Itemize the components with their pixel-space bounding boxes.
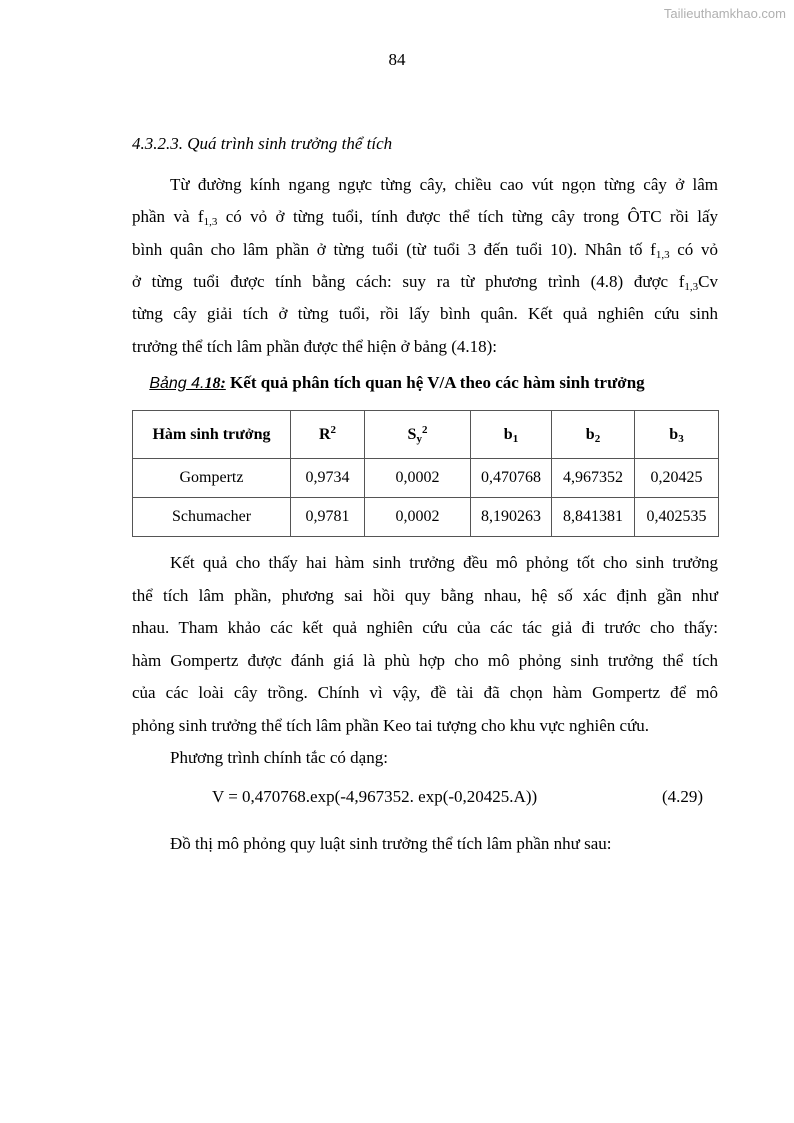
header-text: b: [669, 425, 679, 443]
text-line: Kết quả cho thấy hai hàm sinh trưởng đều mô phỏng tốt cho sinh trưởng: [170, 553, 718, 572]
text-line: phỏng sinh trưởng thể tích lâm phần Keo tai tượng cho khu vực nghiên cứu.: [132, 716, 650, 735]
text: ở từng tuổi được tính bằng cách: suy ra từ phương trình (4.8) được f: [132, 272, 685, 291]
table-row: [133, 459, 719, 498]
cell: 0,402535: [635, 498, 719, 537]
subscript: 1,3: [655, 249, 670, 261]
header-b2: [552, 411, 635, 459]
cell: 0,0002: [365, 459, 471, 498]
header-sy2: [365, 411, 471, 459]
subscript: 1,3: [684, 281, 699, 293]
subscript: 2: [594, 432, 601, 445]
cell: 0,0002: [365, 498, 471, 537]
header-text: b: [585, 425, 595, 443]
table-caption: [0, 373, 794, 393]
equation: V = 0,470768.exp(-4,967352. exp(-0,20425.A)): [212, 787, 538, 806]
results-table: [132, 410, 719, 537]
text-line: thể tích lâm phần, phương sai hồi quy bằng nhau, hệ số xác định gần như: [132, 586, 718, 605]
header-b1: [471, 411, 552, 459]
text-line: của các loài cây trồng. Chính vì vậy, đề tài đã chọn hàm Gompertz để mô: [132, 683, 718, 702]
text: Cv: [698, 272, 718, 291]
text-line: nhau. Tham khảo các kết quả nghiên cứu của các tác giả đi trước cho thấy:: [132, 618, 718, 637]
superscript: 2: [330, 423, 337, 436]
header-b3: [635, 411, 719, 459]
subscript: 1: [512, 432, 519, 445]
table-row: [133, 498, 719, 537]
cell: 4,967352: [552, 459, 635, 498]
cell: Schumacher: [133, 498, 291, 537]
page-number: 84: [388, 50, 406, 69]
text: có vỏ: [669, 240, 718, 259]
table-header-row: [133, 411, 719, 459]
watermark: Tailieuthamkhao.com: [663, 6, 786, 21]
subscript: 1,3: [203, 216, 218, 228]
cell: 0,9781: [291, 498, 365, 537]
text-line: [132, 240, 718, 260]
header-text: b: [503, 425, 513, 443]
text: bình quân cho lâm phần ở từng tuổi (từ tuổi 3 đến tuổi 10). Nhân tố f: [132, 240, 656, 259]
text-line: trưởng thể tích lâm phần được thể hiện ở bảng (4.18):: [132, 337, 498, 356]
header-text: R: [318, 425, 331, 443]
cell: 8,190263: [471, 498, 552, 537]
section-heading: 4.3.2.3. Quá trình sinh trưởng thể tích: [132, 134, 393, 153]
header-text: S: [407, 425, 417, 443]
equation-intro: Phương trình chính tắc có dạng:: [170, 748, 388, 767]
text: phần và f: [132, 207, 204, 226]
cell: Gompertz: [133, 459, 291, 498]
text-line: Từ đường kính ngang ngực từng cây, chiều cao vút ngọn từng cây ở lâm: [170, 175, 718, 194]
text-line: hàm Gompertz được đánh giá là phù hợp cho mô phỏng sinh trưởng thể tích: [132, 651, 718, 670]
caption-label-a: Bảng 4.: [149, 375, 205, 392]
caption-label-b: 18:: [204, 375, 226, 392]
equation-number: (4.29): [662, 787, 704, 806]
caption-label: [149, 375, 225, 392]
header-r2: [291, 411, 365, 459]
caption-text: Kết quả phân tích quan hệ V/A theo các hàm sinh trưởng: [225, 373, 645, 392]
superscript: 2: [421, 423, 428, 436]
text-line: từng cây giải tích ở từng tuổi, rồi lấy bình quân. Kết quả nghiên cứu sinh: [132, 304, 718, 323]
cell: 0,20425: [635, 459, 719, 498]
subscript: 3: [678, 432, 684, 445]
text-line: [132, 207, 718, 227]
header-function: Hàm sinh trưởng: [133, 411, 291, 459]
text: có vỏ ở từng tuổi, tính được thể tích từng cây trong ÔTC rồi lấy: [217, 207, 718, 226]
closing-line: Đồ thị mô phỏng quy luật sinh trưởng thể tích lâm phần như sau:: [170, 834, 612, 853]
cell: 0,9734: [291, 459, 365, 498]
text-line: [132, 272, 718, 292]
cell: 8,841381: [552, 498, 635, 537]
cell: 0,470768: [471, 459, 552, 498]
subscript: y: [416, 432, 422, 445]
